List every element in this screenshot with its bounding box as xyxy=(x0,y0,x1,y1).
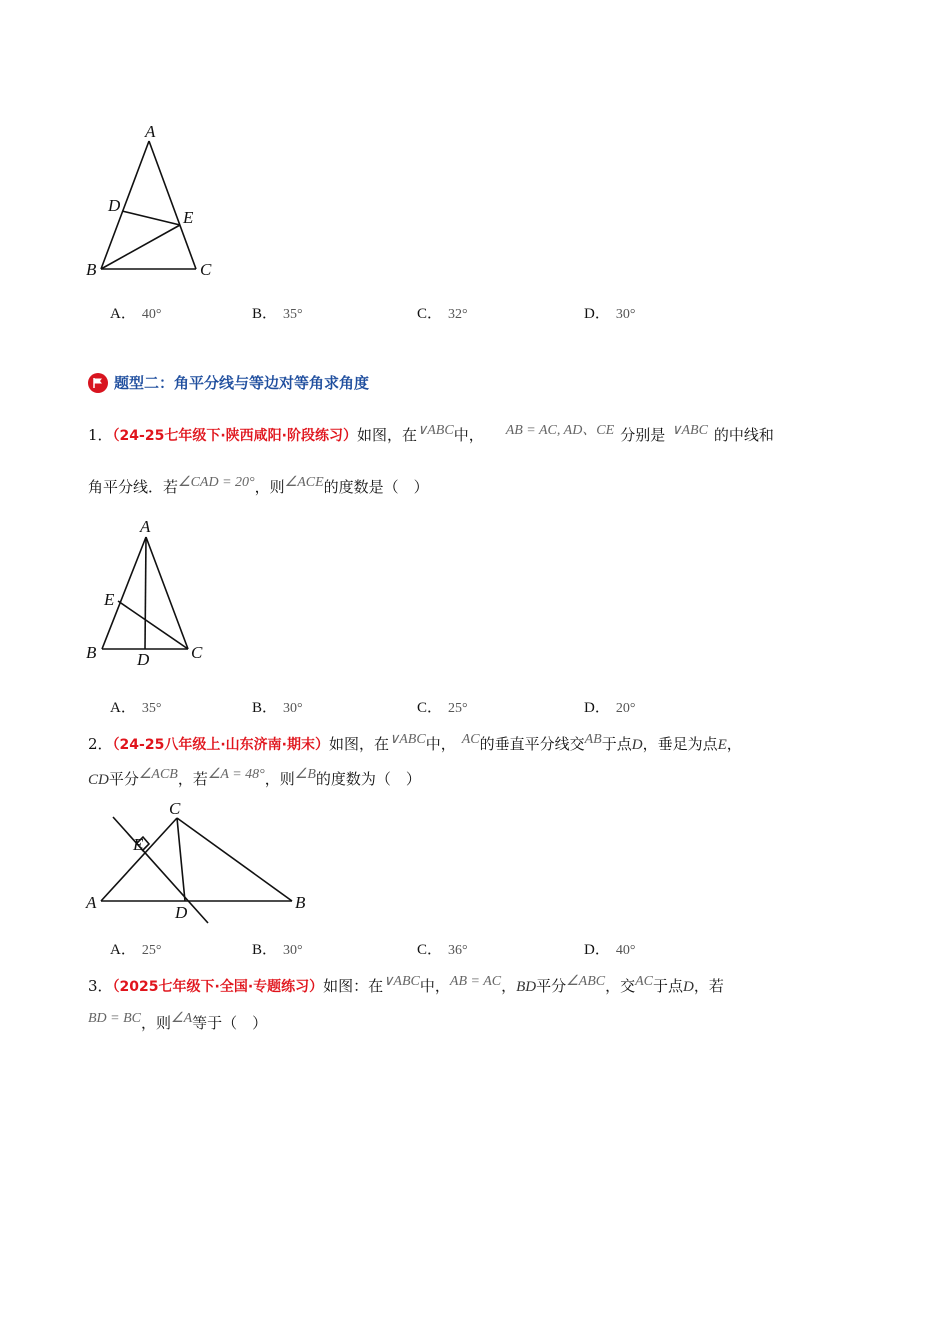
q1-option-a[interactable]: A． 35° xyxy=(110,700,162,716)
option-b[interactable]: B． 35° xyxy=(252,306,303,322)
option-a[interactable]: A． 40° xyxy=(110,306,162,322)
label-b: B xyxy=(86,643,97,662)
figure-triangle-2 xyxy=(80,515,220,670)
segment-cb xyxy=(177,818,292,901)
q2-option-b[interactable]: B． 30° xyxy=(252,942,303,958)
segment-ad xyxy=(145,537,146,649)
option-d[interactable]: D． 30° xyxy=(584,306,636,322)
label-e: E xyxy=(104,590,115,609)
label-a: A xyxy=(140,517,151,536)
q3-source: （2025七年级下·全国·专题练习） xyxy=(112,979,324,995)
q3-line-1: 3．（2025七年级下·全国·专题练习）如图：在∨ABC中，AB = AC，BD平分∠ABC，交AC于点D，若 xyxy=(88,974,724,995)
q2-line-1: 2．（24-25八年级上·山东济南·期末）如图，在∨ABC中， AC的垂直平分线交AB于点D，垂足为点E， xyxy=(88,732,742,753)
label-e: E xyxy=(183,208,194,227)
option-c[interactable]: C． 32° xyxy=(417,306,468,322)
q2-option-c[interactable]: C． 36° xyxy=(417,942,468,958)
segment-de xyxy=(122,211,180,225)
label-c: C xyxy=(169,799,181,818)
q1-source: （24-25七年级下·陕西咸阳·阶段练习） xyxy=(112,428,357,444)
q1-option-d[interactable]: D． 20° xyxy=(584,700,636,716)
segment-be xyxy=(101,225,180,269)
q2-option-d[interactable]: D． 40° xyxy=(584,942,636,958)
label-d: D xyxy=(137,650,150,669)
perpendicular-bisector xyxy=(113,817,208,923)
figure-triangle-3 xyxy=(80,798,320,928)
q2-source: （24-25八年级上·山东济南·期末） xyxy=(112,737,329,753)
label-e: E xyxy=(133,835,144,854)
label-a: A xyxy=(145,122,156,141)
label-c: C xyxy=(191,643,203,662)
q3-line-2: BD = BC，则∠A等于（ ） xyxy=(88,1011,268,1032)
segment-cd xyxy=(177,818,185,901)
q2-line-2: CD平分∠ACB，若∠A = 48°，则∠B的度数为（ ） xyxy=(88,767,421,788)
label-b: B xyxy=(295,893,306,912)
segment-ce xyxy=(118,601,188,649)
label-c: C xyxy=(200,260,212,279)
section-title: 题型二：角平分线与等边对等角求角度 xyxy=(114,374,370,392)
label-d: D xyxy=(108,196,121,215)
q1-line-2: 角平分线．若∠CAD = 20°，则∠ACE的度数是（ ） xyxy=(88,475,429,496)
label-a: A xyxy=(86,893,97,912)
label-d: D xyxy=(175,903,188,922)
label-b: B xyxy=(86,260,97,279)
q1-line-1: 1．（24-25七年级下·陕西咸阳·阶段练习）如图，在∨ABC中， AB = AC, AD、CE 分别是 ∨ABC 的中线和 xyxy=(88,423,774,444)
segment-ac xyxy=(149,141,196,269)
segment-ac xyxy=(146,537,188,649)
flag-icon xyxy=(88,373,108,393)
q2-option-a[interactable]: A． 25° xyxy=(110,942,162,958)
q1-option-c[interactable]: C． 25° xyxy=(417,700,468,716)
section-heading xyxy=(88,372,369,393)
figure-triangle-1 xyxy=(80,118,230,283)
segment-ac xyxy=(101,818,177,901)
q1-option-b[interactable]: B． 30° xyxy=(252,700,303,716)
